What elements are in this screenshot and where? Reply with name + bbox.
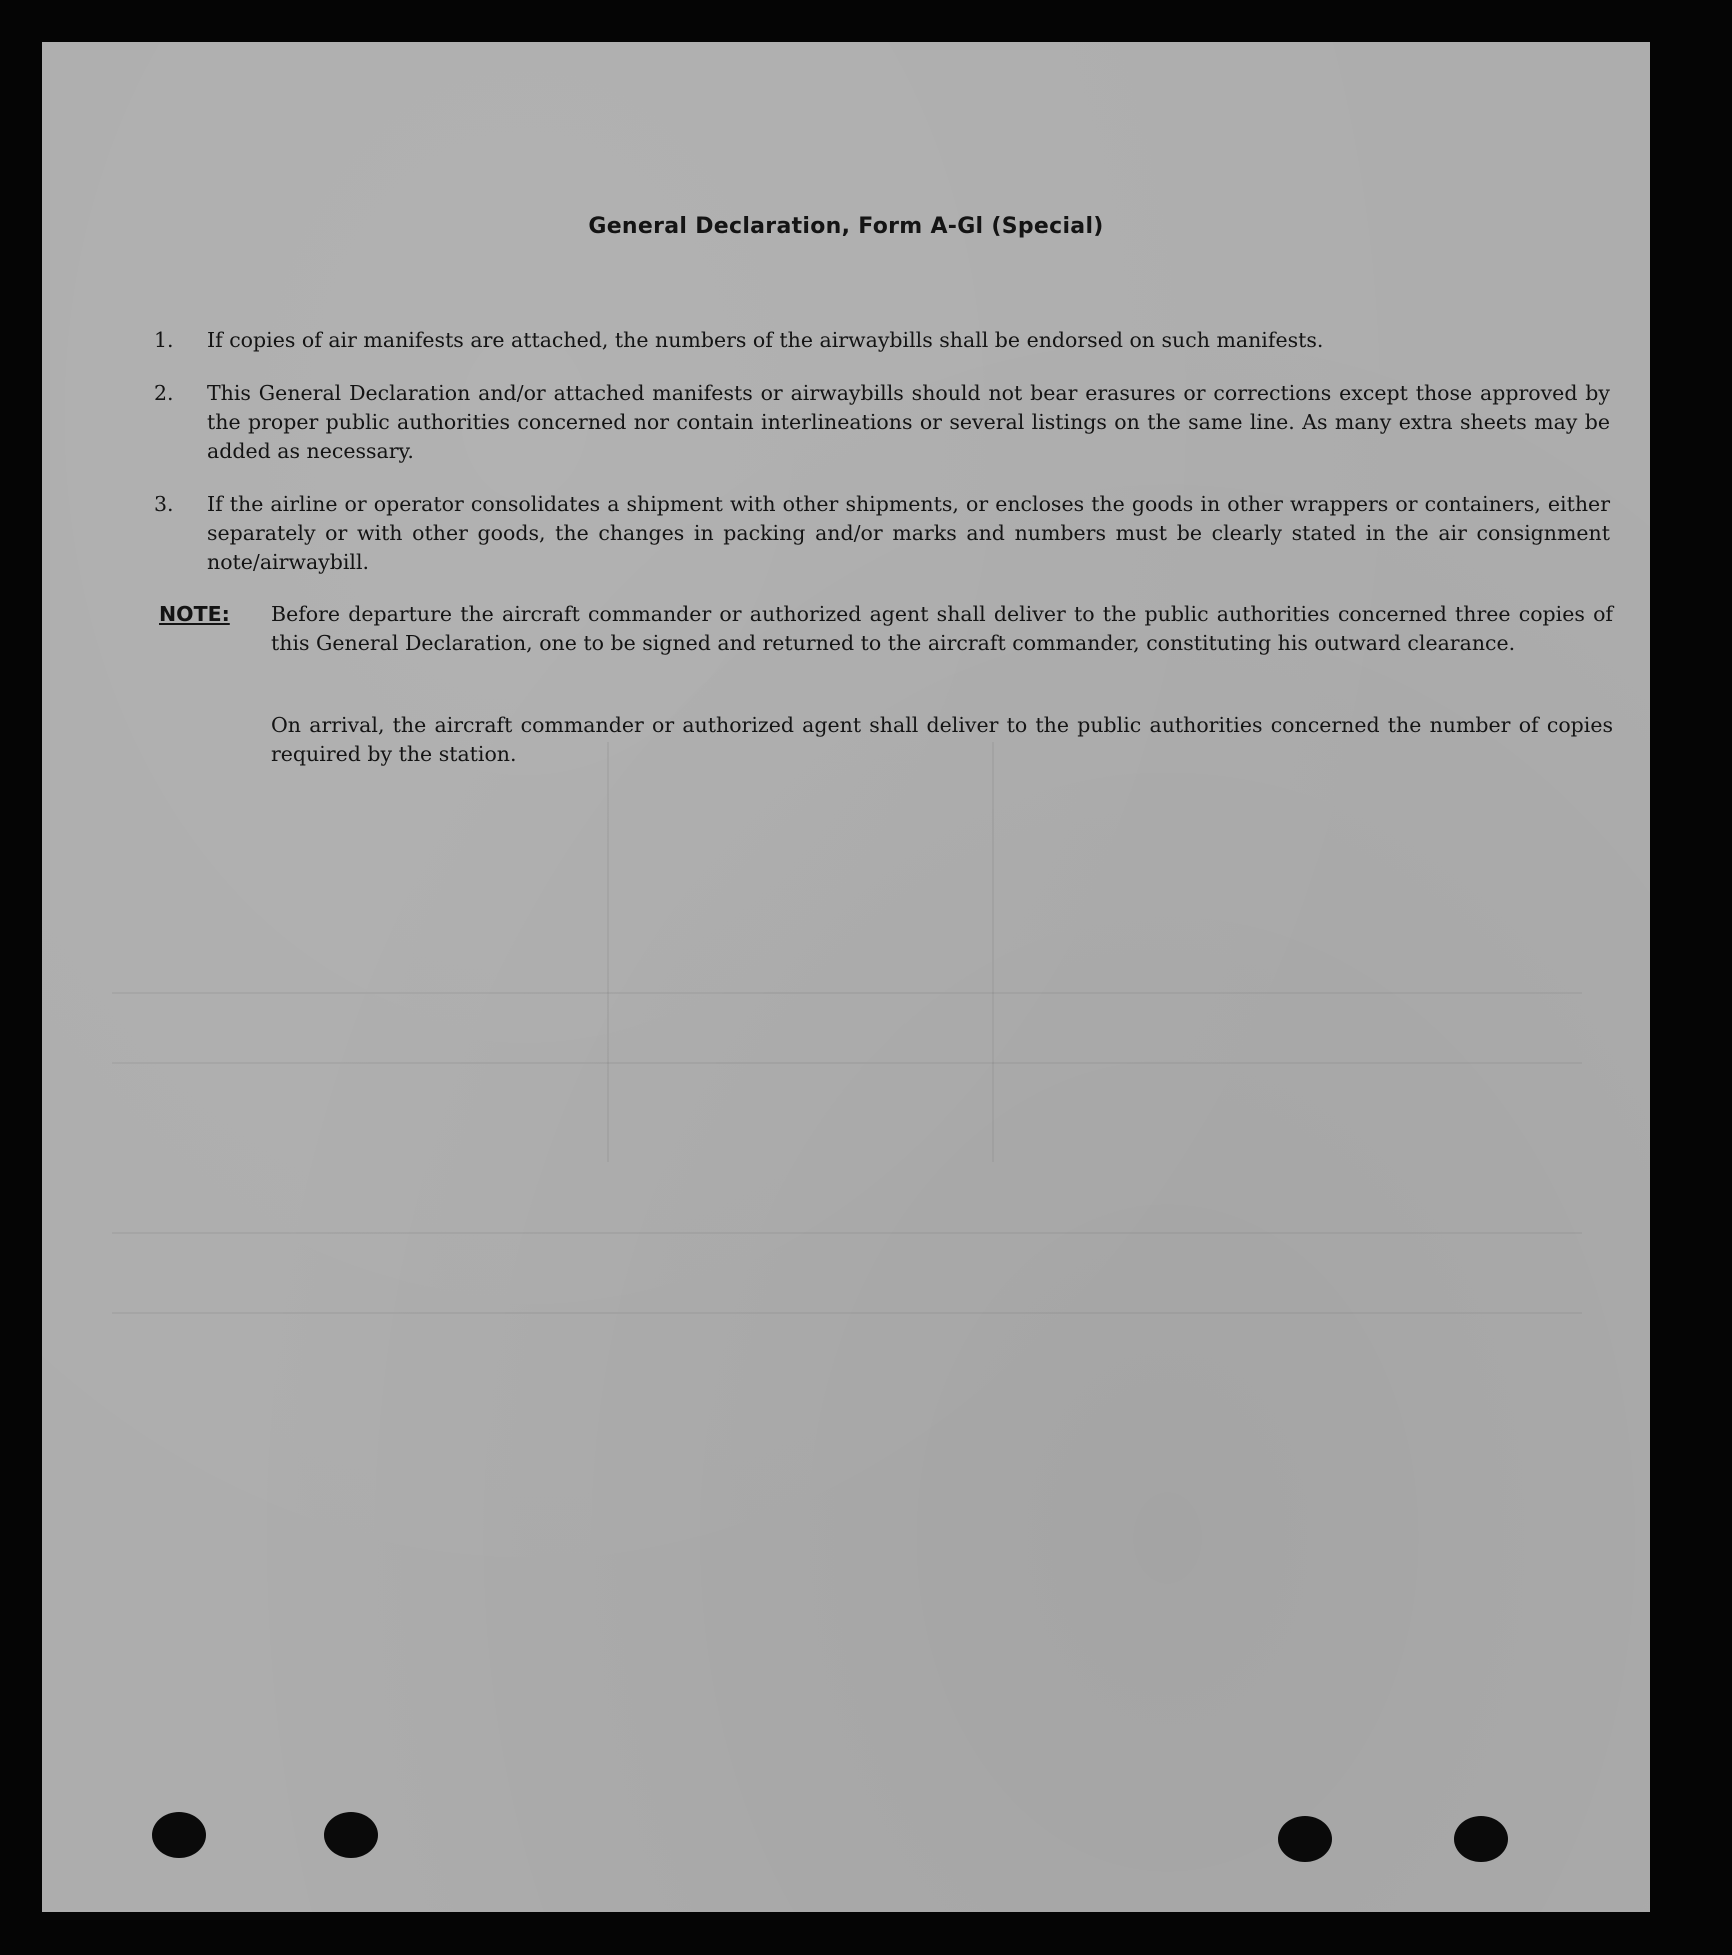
instruction-item-2 — [154, 379, 1610, 466]
bleed-through-line — [992, 742, 994, 1162]
bleed-through-line — [112, 1312, 1582, 1314]
instruction-item-1 — [154, 326, 1610, 355]
punch-hole — [1278, 1816, 1332, 1862]
item-text: If copies of air manifests are attached, the numbers of the airwaybills shall be endorsed on such manifests. — [207, 328, 1324, 352]
punch-hole — [1454, 1816, 1508, 1862]
item-number: 1. — [154, 328, 174, 352]
note-paragraph-1: Before departure the aircraft commander or authorized agent shall deliver to the public authorities concerned three copies of this General Declaration, one to be signed and returned to the aircraft commander, constituting his outward clearance. — [271, 602, 1613, 655]
bleed-through-line — [112, 1232, 1582, 1234]
item-number: 3. — [154, 492, 174, 516]
note-section — [159, 600, 1613, 658]
punch-hole — [152, 1812, 206, 1858]
bleed-through-line — [112, 992, 1582, 994]
item-text: This General Declaration and/or attached manifests or airwaybills should not bear erasures or corrections except those approved by the proper public authorities concerned nor contain interlineations or several listings on the same line. As many extra sheets may be added as necessary. — [207, 381, 1610, 463]
item-number: 2. — [154, 381, 174, 405]
document-title: General Declaration, Form A-Gl (Special) — [588, 214, 1104, 239]
bleed-through-line — [607, 742, 609, 1162]
bleed-through-line — [112, 1062, 1582, 1064]
item-text: If the airline or operator consolidates a shipment with other shipments, or encloses the goods in other wrappers or containers, either separately or with other goods, the changes in packing and/or marks and numbers must be clearly stated in the air consignment note/airwaybill. — [207, 492, 1610, 574]
punch-hole — [324, 1812, 378, 1858]
document-page — [42, 42, 1650, 1912]
note-paragraph-2: On arrival, the aircraft commander or authorized agent shall deliver to the public authorities concerned the number of copies required by the station. — [271, 713, 1613, 766]
instruction-item-3 — [154, 490, 1610, 577]
note-label: NOTE: — [159, 602, 230, 626]
